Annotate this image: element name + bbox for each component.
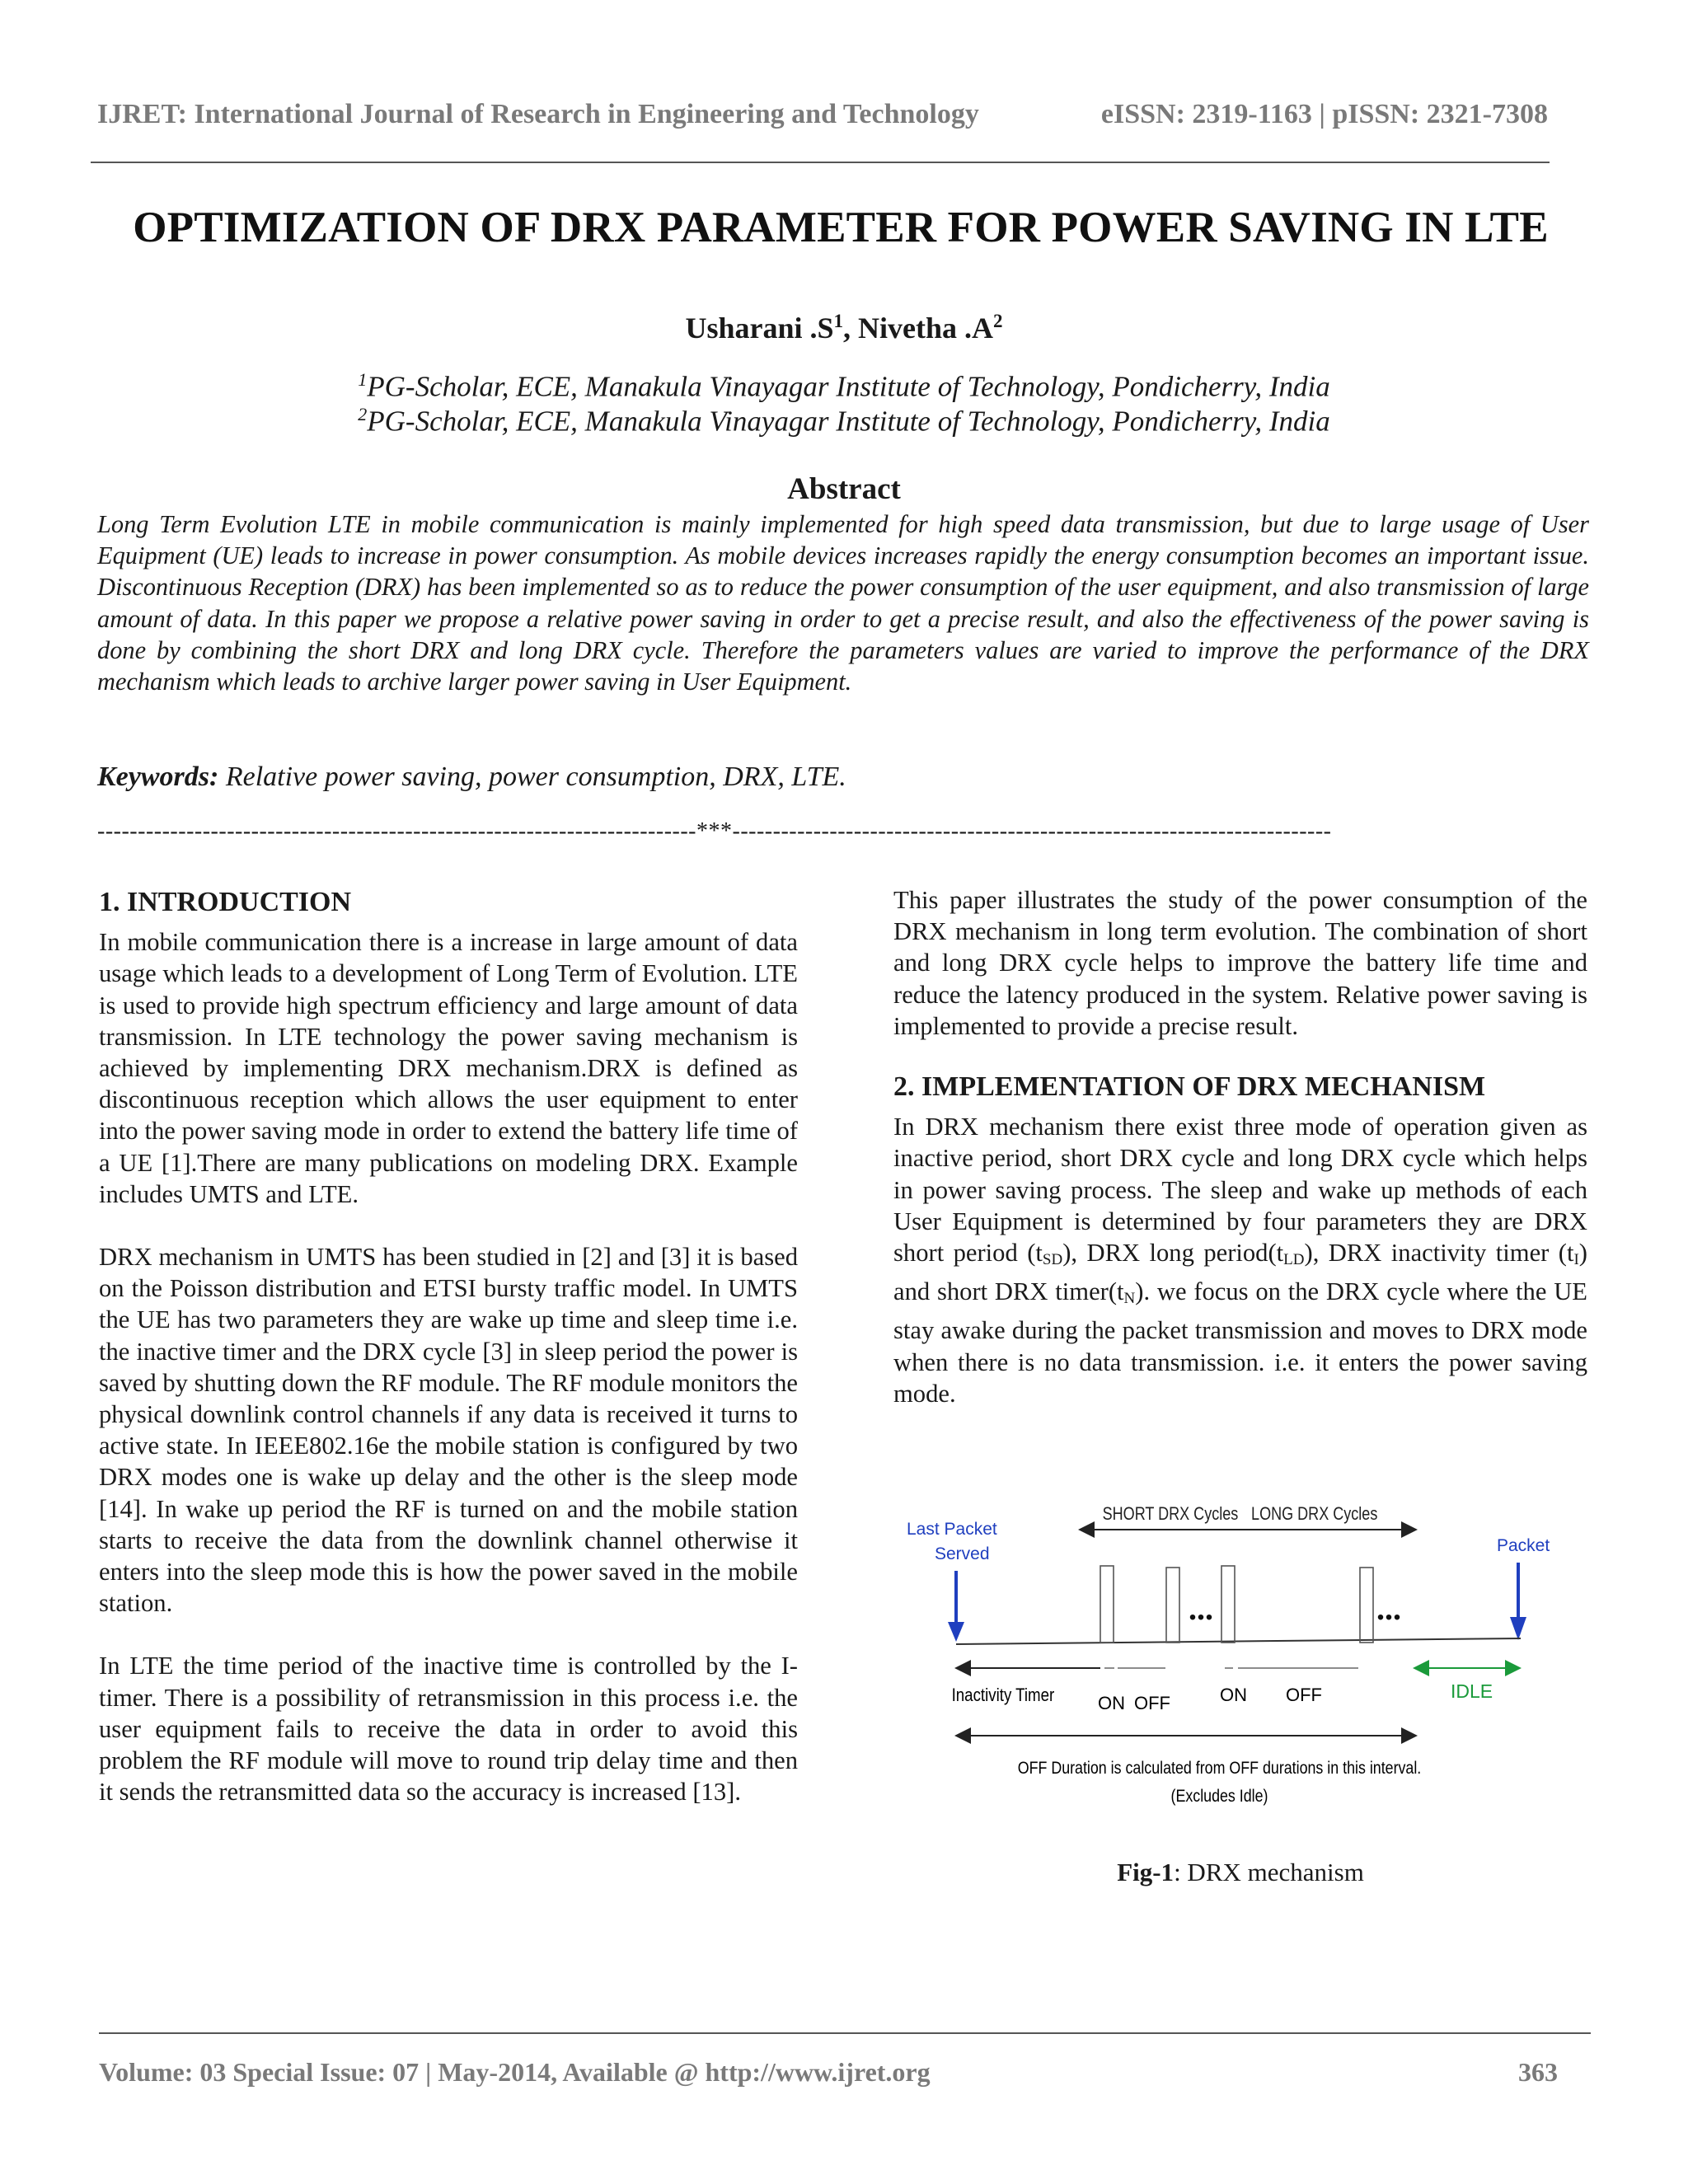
on-pulse — [1166, 1568, 1179, 1643]
figure-caption — [893, 1858, 1587, 1887]
short-drx-label: SHORT DRX Cycles — [1102, 1504, 1239, 1525]
served-label: Served — [935, 1544, 990, 1563]
subscript-sd: SD — [1042, 1251, 1063, 1269]
intro-paragraph-3: In LTE the time period of the inactive time is controlled by the I-timer. There is a possibility of retransmission in this process i.e. the user equipment fails to receive the data in order to avoid this problem the RF module will move to round trip delay time and then it sends the retransmitted data so the accuracy is increased [13]. — [99, 1652, 798, 1807]
page-footer — [99, 2057, 1558, 2088]
issn: eISSN: 2319-1163 | pISSN: 2321-7308 — [1100, 99, 1548, 129]
section-separator: --------------------------------------------------------------------------***-------------------------------------------------------------------------- — [97, 818, 1332, 844]
off-label-1: OFF — [1134, 1693, 1170, 1713]
idle-label: IDLE — [1451, 1680, 1493, 1702]
affiliation-1-text: PG-Scholar, ECE, Manakula Vinayagar Institute of Technology, Pondicherry, India — [367, 370, 1330, 403]
on-pulse — [1100, 1566, 1114, 1643]
page-number: 363 — [1518, 2057, 1558, 2087]
subscript-n: N — [1123, 1290, 1136, 1308]
right-column — [893, 884, 1587, 1409]
keywords-text: Relative power saving, power consumption, DRX, LTE. — [218, 762, 846, 792]
author-2-sup: 2 — [993, 311, 1003, 331]
packet-label: Packet — [1497, 1536, 1550, 1555]
journal-name: IJRET: International Journal of Research in Engineering and Technology — [97, 99, 979, 129]
subscript-i: I — [1573, 1251, 1579, 1269]
author-2: Nivetha .A — [858, 312, 994, 344]
note-line-2: (Excludes Idle) — [1170, 1786, 1268, 1807]
running-header — [97, 99, 1548, 130]
section-2-heading: 2. IMPLEMENTATION OF DRX MECHANISM — [893, 1071, 1486, 1103]
on-label-2: ON — [1220, 1685, 1247, 1705]
affiliation-1 — [0, 369, 1688, 404]
intro-paragraph-2: DRX mechanism in UMTS has been studied in [2] and [3] it is based on the Poisson distribution and ETSI bursty traffic model. In UMTS the UE has two parameters they are wake up time and sleep time i.e. the inactive timer and the DRX cycle [3] in sleep period the power is saved by shutting down the RF module. The RF module monitors the physical downlink control channels if any data is received it turns to active state. In IEEE802.16e the mobile station is configured by two DRX modes one is wake up delay and the other is the sleep mode [14]. In wake up period the RF is turned on and the mobile station starts to receive the data from the downlink channel otherwise it enters into the sleep mode this is how the power saved in the mobile station. — [99, 1243, 798, 1618]
drx-timing-diagram — [898, 1500, 1550, 1821]
affiliation-2-text: PG-Scholar, ECE, Manakula Vinayagar Institute of Technology, Pondicherry, India — [367, 405, 1330, 438]
footer-volume-info: Volume: 03 Special Issue: 07 | May-2014, Available @ http://www.ijret.org — [99, 2057, 931, 2087]
keywords — [97, 762, 846, 793]
figure-drx-mechanism — [898, 1500, 1550, 1821]
timeline-baseline — [956, 1638, 1521, 1644]
author-1: Usharani .S — [685, 312, 834, 344]
authors — [0, 311, 1688, 345]
inactivity-timer-label: Inactivity Timer — [951, 1685, 1055, 1706]
long-drx-label: LONG DRX Cycles — [1251, 1504, 1378, 1525]
subscript-ld: LD — [1283, 1251, 1305, 1269]
ellipsis-2: ... — [1376, 1590, 1401, 1627]
affiliation-2-sup: 2 — [358, 404, 368, 424]
abstract-text: Long Term Evolution LTE in mobile communication is mainly implemented for high speed data transmission, but due to large usage of User Equipment (UE) leads to increase in power consumption. As mobile devices increases rapidly the energy consumption becomes an important issue. Discontinuous Reception (DRX) has been implemented so as to reduce the power consumption of the user equipment, and also transmission of large amount of data. In this paper we propose a relative power saving in order to get a precise result, and also the effectiveness of the power saving is done by combining the short DRX and long DRX cycle. Therefore the parameters values are varied to improve the performance of the DRX mechanism which leads to archive larger power saving in User Equipment. — [97, 510, 1589, 696]
intro-paragraph-4: This paper illustrates the study of the power consumption of the DRX mechanism in long term evolution. The combination of short and long DRX cycle helps to improve the battery life time and reduce the latency produced in the system. Relative power saving is implemented to provide a precise result. — [893, 886, 1587, 1040]
intro-paragraph-1: In mobile communication there is a increase in large amount of data usage which leads to a development of Long Term of Evolution. LTE is used to provide high spectrum efficiency and large amount of data transmission. In LTE technology the power saving mechanism is achieved by implementing DRX mechanism.DRX is defined as discontinuous reception which allows the user equipment to enter into the power saving mode in order to extend the battery life time of a UE [1].There are many publications on modeling DRX. Example includes UMTS and LTE. — [99, 928, 798, 1208]
author-1-sup: 1 — [833, 311, 844, 331]
last-packet-arrowhead — [948, 1622, 964, 1642]
on-label-1: ON — [1098, 1693, 1125, 1713]
paper-title: OPTIMIZATION OF DRX PARAMETER FOR POWER SAVING IN LTE — [133, 204, 1549, 251]
keywords-label: Keywords: — [97, 762, 219, 792]
off-label-2: OFF — [1286, 1685, 1322, 1705]
left-column — [99, 887, 798, 1807]
section-1-heading: 1. INTRODUCTION — [99, 887, 352, 917]
figure-caption-label: Fig-1 — [1117, 1858, 1175, 1886]
footer-rule — [99, 2032, 1591, 2034]
on-pulse — [1360, 1568, 1373, 1643]
figure-caption-text: : DRX mechanism — [1174, 1858, 1364, 1886]
affiliation-1-sup: 1 — [358, 369, 368, 390]
packet-arrowhead — [1510, 1617, 1526, 1640]
ellipsis-1: ... — [1189, 1590, 1213, 1627]
note-line-1: OFF Duration is calculated from OFF durations in this interval. — [1017, 1758, 1422, 1779]
last-packet-label: Last Packet — [907, 1520, 997, 1539]
affiliation-2 — [0, 404, 1688, 438]
abstract-heading: Abstract — [787, 472, 901, 506]
author-separator: , — [843, 312, 859, 344]
on-pulse — [1221, 1566, 1235, 1643]
header-rule — [91, 162, 1550, 163]
section-2-paragraph: In DRX mechanism there exist three mode of operation given as inactive period, short DRX cycle and long DRX cycle which helps in power saving process. The sleep and wake up methods of each User Equipment is determined by four parameters they are DRX short period $(t_{SD})$, DRX long $period(t_{LD})$, DRX inactivity timer $(t_I)$ and short DRX $timer(t_N)$. we focus on the DRX cycle where the UE stay awake during the packet transmission and moves to DRX mode when there is no data transmission. i.e. it enters the power saving mode. — [893, 1113, 1587, 1408]
